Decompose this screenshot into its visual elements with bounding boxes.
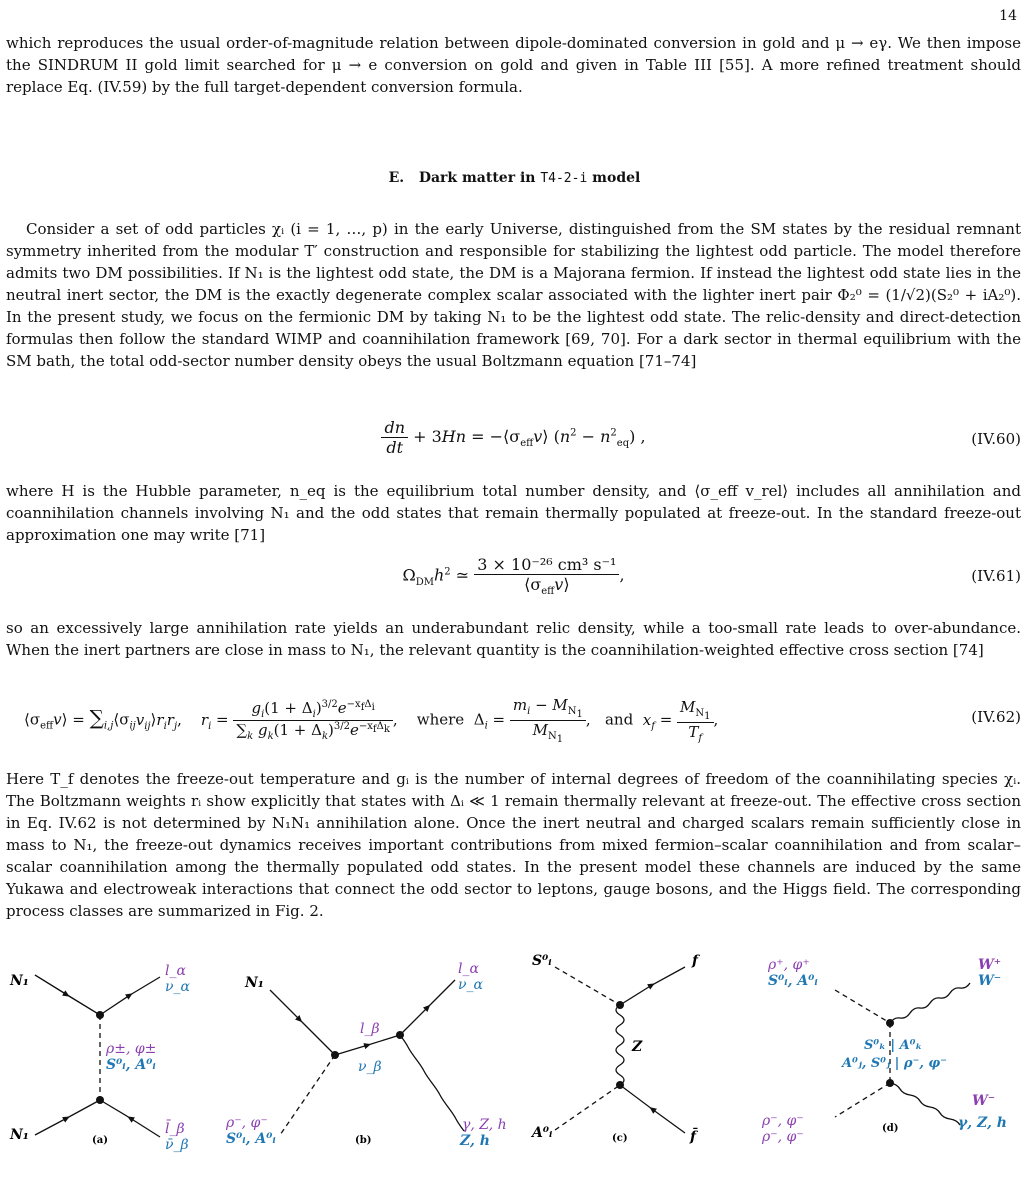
equation-iv62-body: $⟨\sigma_{eff}v⟩$ = $\sum_{i,j}⟨\sigma_{ij}v_{ij}⟩r_ir_j$, $r_i$ = $\frac{g_i(1 + \Delta_i)^{3/2}e^{-x_f\Delta_i}}{\sum_k g_k(1 + \Delta_k)^{3/2}e^{-x_f\Delta_k}}$ , where $\Delta_i$ = $\frac{m_i - M_{N_1}}{M_{N_1}}$ , and $x_f$ = $\frac{M_{N_1}}{T_f}$ ,: [24, 696, 719, 745]
c-out-top: f: [692, 953, 699, 969]
a-in-bot: N₁: [10, 1127, 29, 1143]
diagram-a: [9, 963, 191, 1153]
b-prop-1: l_β: [360, 1021, 380, 1037]
c-out-bot: f̄: [690, 1129, 697, 1145]
b-out-top-2: ν_α: [458, 977, 483, 993]
eq62-where: where: [416, 710, 465, 729]
equation-number: (IV.60): [971, 430, 1021, 448]
c-prop: Z: [632, 1039, 643, 1055]
d-prop-2: A⁰ⱼ, S⁰ⱼ | ρ⁻, φ⁻: [842, 1056, 948, 1071]
diagram-d: [761, 957, 1007, 1145]
d-label: (d): [882, 1123, 899, 1134]
diagram-c: [530, 953, 701, 1145]
d-out-bot-2: γ, Z, h: [958, 1115, 1007, 1131]
b-prop-2: ν_β: [358, 1059, 382, 1075]
d-out-top-1: W⁺: [978, 957, 1002, 973]
a-label: (a): [92, 1135, 108, 1146]
d-out-bot-1: W⁻: [972, 1093, 996, 1109]
section-heading: [0, 170, 1029, 186]
b-in-bot-2: S⁰ᵢ, A⁰ᵢ: [226, 1131, 276, 1147]
a-out-top-2: ν_α: [165, 979, 190, 995]
d-in-bot-1: ρ⁻, φ⁻: [762, 1113, 804, 1129]
equation-iv61-body: $\Omega_{DM}h^2$ ≃ $\frac{\text{3 × 10⁻²⁶ cm³ s⁻¹}}{⟨\sigma_{eff}v⟩}$ ,: [402, 555, 625, 598]
b-out-bot-1: γ, Z, h: [462, 1117, 507, 1133]
feynman-diagrams-figure: [0, 945, 1029, 1185]
d-in-top-1: ρ⁺, φ⁺: [768, 957, 810, 973]
paragraph-3: where H is the Hubble parameter, n_eq is the equilibrium total number density, and ⟨σ_eff v_rel⟩ includes all annihilation and coannihilation channels involving N₁ and the odd states that remain thermally populated at freeze-out. In the standard freeze-out approximation one may write [71]: [6, 482, 1021, 544]
a-out-bot-2: ν̄_β: [165, 1137, 189, 1153]
section-title: Dark matter in: [418, 170, 536, 186]
section-suffix: model: [592, 170, 641, 186]
equation-number: (IV.61): [971, 567, 1021, 585]
b-in-top: N₁: [245, 975, 264, 991]
paragraph-4: so an excessively large annihilation rate yields an underabundant relic density, while a too-small rate leads to over-abundance. When the inert partners are close in mass to N₁, the relevant quantity is the coannihilation-weighted effective cross section [74]: [6, 619, 1021, 659]
c-in-top: S⁰ᵢ: [532, 953, 552, 969]
paragraph-1: which reproduces the usual order-of-magnitude relation between dipole-dominated conversion in gold and μ → eγ. We then impose the SINDRUM II gold limit searched for μ → e conversion on gold and given in Table III [55]. A more refined treatment should replace Eq. (IV.59) by the full target-dependent conversion formula.: [6, 34, 1021, 96]
a-in-top: N₁: [10, 973, 29, 989]
c-label: (c): [612, 1133, 628, 1144]
equation-iv60: [6, 418, 1021, 468]
diagram-b: [225, 961, 507, 1149]
page-number: 14: [999, 8, 1017, 24]
c-in-bot: A⁰ᵢ: [532, 1125, 553, 1141]
d-in-top-2: S⁰ᵢ, A⁰ᵢ: [768, 973, 818, 989]
a-out-top-1: l_α: [165, 963, 186, 979]
a-prop-2: S⁰ᵢ, A⁰ᵢ: [106, 1057, 156, 1073]
b-in-bot-1: ρ⁻, φ⁻: [226, 1115, 268, 1131]
equation-iv61: [6, 555, 1021, 605]
eq61-numerator: 3 × 10⁻²⁶ cm³ s⁻¹: [474, 555, 619, 575]
paragraph-2: Consider a set of odd particles χᵢ (i = 1, …, p) in the early Universe, distinguished from the SM states by the residual remnant symmetry inherited from the modular T′ construction and responsible for stabilizing the lightest odd particle. The model therefore admits two DM possibilities. If N₁ is the lightest odd state, the DM is a Majorana fermion. If instead the lightest odd state lies in the neutral inert sector, the DM is the exactly degenerate complex scalar associated with the lighter inert pair Φ₂⁰ = (1/√2)(S₂⁰ + iA₂⁰). In the present study, we focus on the fermionic DM by taking N₁ to be the lightest odd state. The relic-density and direct-detection formulas then follow the standard WIMP and coannihilation framework [69, 70]. For a dark sector in thermal equilibrium with the SM bath, the total odd-sector number density obeys the usual Boltzmann equation [71–74]: [6, 220, 1021, 370]
b-label: (b): [355, 1135, 372, 1146]
section-model: T4-2-i: [540, 171, 588, 186]
eq62-and: and: [604, 710, 634, 729]
paragraph-5: Here T_f denotes the freeze-out temperature and gᵢ is the number of internal degrees of freedom of the coannihilating species χᵢ. The Boltzmann weights rᵢ show explicitly that states with Δᵢ ≪ 1 remain thermally relevant at freeze-out. The effective cross section in Eq. IV.62 is not determined by N₁N₁ annihilation alone. Once the inert neutral and charged scalars remain sufficiently close in mass to N₁, the freeze-out dynamics receives important contributions from mixed fermion–scalar coannihilation and from scalar–scalar coannihilation among the thermally populated odd states. In the present model these channels are induced by the same Yukawa and electroweak interactions that connect the odd sector to leptons, gauge bosons, and the Higgs field. The corresponding process classes are summarized in Fig. 2.: [6, 770, 1021, 920]
equation-iv62: [6, 692, 1021, 756]
a-prop-1: ρ±, φ±: [106, 1041, 157, 1057]
d-out-top-2: W⁻: [978, 973, 1002, 989]
b-out-top-1: l_α: [458, 961, 479, 977]
section-label: E.: [388, 170, 405, 186]
d-prop-1: S⁰ₖ | A⁰ₖ: [864, 1038, 923, 1053]
equation-number: (IV.62): [971, 708, 1021, 726]
d-in-bot-2: ρ⁻, φ⁻: [762, 1129, 804, 1145]
a-out-bot-1: l̄_β: [165, 1121, 185, 1137]
b-out-bot-2: Z, h: [460, 1133, 490, 1149]
equation-iv60-body: $\frac{dn}{dt}$ + $3Hn = -⟨\sigma_{eff}v⟩$ $(n^2 - n^2_{eq})$ ,: [6, 418, 1021, 457]
